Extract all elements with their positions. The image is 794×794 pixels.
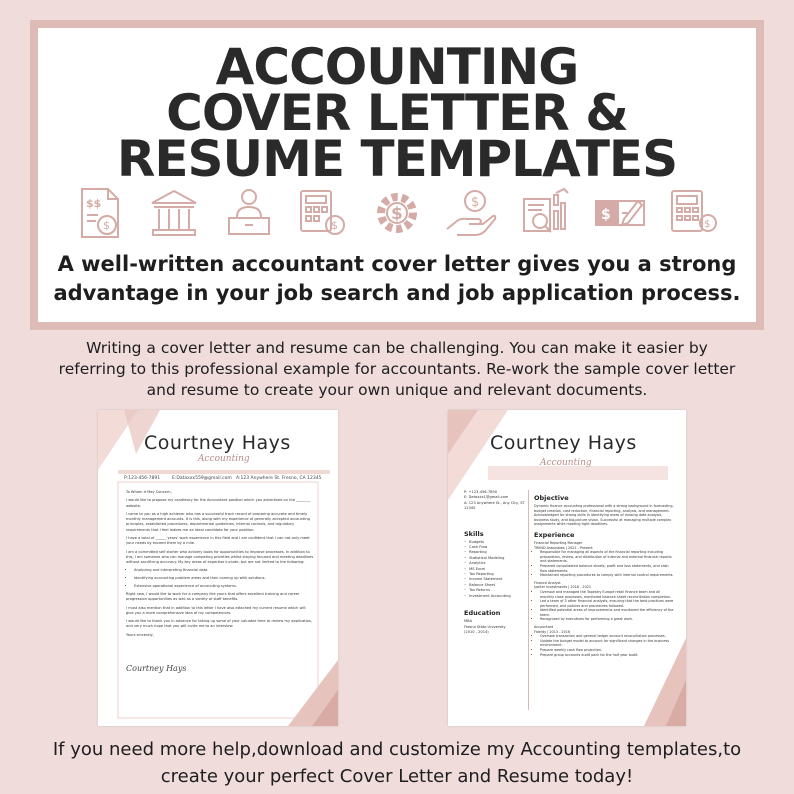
svg-text:$: $ [330, 219, 338, 232]
skill-item: • Reporting [464, 550, 526, 555]
resume-left-column [464, 490, 526, 635]
cta-line: If you need more help,download and customize my Accounting templates,to [52, 739, 742, 760]
job-bullet: • Prepare weekly cash flow projection. [540, 648, 674, 653]
svg-text:$$: $$ [86, 197, 102, 210]
job-title: Finance Analyst [534, 580, 561, 585]
job-bullet: • Oversaw transaction and general ledger account reconciliation processes. [540, 634, 674, 639]
skills-heading: Skills [464, 529, 484, 538]
job-company: Fidelity | 2013 - 2016 [534, 629, 571, 634]
job-bullet: • Recognized by executives for performing a great work. [540, 617, 674, 622]
svg-text:$: $ [391, 204, 403, 224]
letter-bullet: • Analyzing and interpreting financial data. [134, 568, 314, 573]
job-bullet: • Identified potential areas of improvements and monitored the efficiency of the team. [540, 608, 674, 617]
letter-bullets [134, 568, 314, 589]
experience-heading: Experience [534, 530, 575, 539]
education-years: (2010 - 2014) [464, 629, 489, 634]
skill-item: • Income Statement [464, 577, 526, 582]
job-bullet: • Prepared consolidated balance sheets, profit and loss statements, and cash flow statements. [540, 564, 674, 573]
letter-paragraph: I would like to thank you in advance for taking up some of your valuable time to review my application, and very much hope that you will invite me to an interview. [126, 619, 313, 629]
intro-text [20, 338, 774, 401]
job-bullet: • Maintained reporting procedures to comply with internal control requirements. [540, 573, 674, 578]
cashier-icon [223, 185, 275, 241]
svg-text:$: $ [103, 219, 110, 232]
job-title: Financial Reporting Manager [534, 540, 583, 545]
letter-bullet: • Identifying accounting problem areas and then coming up with solutions. [134, 576, 314, 581]
hero-banner [30, 20, 764, 330]
call-to-action [0, 736, 794, 790]
skill-item: • Balance Sheet [464, 583, 526, 588]
letter-body [126, 490, 314, 641]
invoice-dollar-icon [74, 185, 126, 241]
education-heading: Education [464, 609, 501, 618]
job-bullets [540, 590, 674, 622]
svg-text:$: $ [704, 219, 711, 230]
objective-heading: Objective [534, 494, 569, 502]
page-title [38, 38, 756, 188]
svg-text:$: $ [471, 195, 480, 210]
letter-paragraph: I come to you as a high achiever who has a successful track record of preparing accurate and timely monthly management accounts. It is this, along with my experience of generally accepted accounting principles, established procedures, departmental guidelines, internal controls, and regulatory requirements that I feel makes me an ideal candidate for your position. [126, 511, 310, 532]
gear-dollar-icon [371, 185, 423, 241]
intro-line: Writing a cover letter and resume can be challenging. You can make it easier by [86, 339, 708, 357]
letter-paragraph: I have a total of ______ years' work experience in this field and I am confident that I can not only meet your needs by exceed them by a mile. [126, 535, 310, 546]
contact-phone: P:123-456-7891 [124, 476, 161, 481]
contact-address: A: 123 Anywhere St., Any City, ST 12345 [464, 500, 525, 511]
applicant-name: Courtney Hays [490, 432, 637, 454]
letter-paragraph: I must also mention that in addition to this letter I have also attached my current resume which will give you a more comprehensive idea of my competencies. [126, 605, 306, 615]
job-company: Jupiter Investments | 2016 - 2021 [534, 585, 592, 590]
job-bullets [540, 550, 674, 578]
job-bullet: • Oversaw and managed the Tapestry Europe retail finance team and all monthly close processes, monitored balance sheet reconciliation completion. [540, 590, 674, 599]
resume-right-column [534, 490, 674, 657]
chart-analysis-icon [520, 185, 572, 241]
signature: Courtney Hays [126, 664, 187, 673]
intro-line: and resume to create your own unique and relevant documents. [146, 381, 648, 399]
hero-subtitle [38, 250, 756, 308]
subtitle-line: advantage in your job search and job application process. [53, 281, 741, 305]
skill-item: • MS Excel [464, 567, 526, 572]
skill-item: • Analytics [464, 561, 526, 566]
skill-item: • Cash Flow [464, 545, 526, 550]
check-signing-icon [594, 185, 646, 241]
applicant-name: Courtney Hays [144, 432, 291, 454]
job-company: TRIIND Associates | 2021 - Present [534, 545, 593, 550]
title-line: ACCOUNTING [215, 38, 579, 96]
letter-paragraph: Right now, I would like to work for a company like yours that offers excellent training and career progression opportunities as well as a variety of staff benefits. [126, 591, 300, 602]
contact-email: E: Dataxxx1@gmail.com [464, 495, 509, 500]
job-bullets [540, 634, 674, 657]
skill-item: • Budgets [464, 540, 526, 545]
subtitle-line: A well-written accountant cover letter gives you a strong [57, 252, 737, 276]
education-school: Fresno State University [464, 624, 506, 629]
skills-list [464, 540, 526, 599]
letter-greeting: To Whom it May Concern, [126, 490, 172, 494]
job-bullet: • Update the budget model to account for significant changes in the business environment. [540, 639, 674, 648]
calculator-icon [668, 185, 720, 241]
accounting-icon-row [74, 184, 720, 242]
hero-card [38, 28, 756, 322]
job-title: Accountant [534, 625, 554, 630]
skill-item: • Tax Returns [464, 588, 526, 593]
title-line: COVER LETTER & [166, 84, 628, 142]
calculator-document-icon [297, 185, 349, 241]
job-bullet: • Responsible for managing all aspects of the financial reporting including preparation, review, and distribution of internal and external financial reports and statements. [540, 550, 674, 564]
contact-email: E:Dataxxx559@gmail.com [172, 476, 232, 481]
resume-preview [448, 410, 686, 726]
cta-line: create your perfect Cover Letter and Resume today! [160, 766, 634, 787]
skill-item: • Tax Reporting [464, 572, 526, 577]
letter-paragraph: I would like to propose my candidacy for the Accountant position which you advertised on the ________ website. [126, 498, 311, 508]
contact-phone: P: +123-456-7890 [464, 490, 497, 494]
hand-coin-icon [445, 185, 497, 241]
skill-item: • Statistical Modeling [464, 556, 526, 561]
contact-address: A:123 Anywhere St. Fresno, CA 12345 [236, 476, 322, 481]
title-line: RESUME TEMPLATES [116, 130, 678, 188]
cover-letter-preview [98, 410, 338, 726]
skill-item: • Investment Accounting [464, 594, 526, 599]
applicant-role: Accounting [540, 458, 592, 468]
job-bullet: • Prepare group accounts audit pack for the half year audit. [540, 653, 674, 658]
applicant-role: Accounting [198, 454, 250, 464]
svg-text:$: $ [600, 207, 611, 223]
objective-text: Dynamic finance accounting professional with a strong background in forecasting, budget creation, cost reduction, financial reporting, analysis, and management. Acknowledged for strong skills in identifying areas of missing data analysis, business study, and big-picture vision. Successful at managing multiple complex assignments while meeting tight deadlines. [534, 504, 674, 527]
letter-paragraph: I am a committed self starter who actively looks for opportunities to improve processes. In addition to this, I am someone who can manage competing priorities whilst staying focused and meeting deadlines without sacrificing accuracy. My key areas of expertise include, but are not limited to the following: [126, 549, 314, 564]
column-divider [528, 490, 529, 710]
education-degree: MBA [464, 619, 473, 624]
job-bullet: • Led a team of 3 other financial analysts, ensuring that the best practices were performed, and policies and procedures followed. [540, 599, 674, 608]
letter-bullet: • Extensive operational experience of accounting systems. [134, 584, 314, 589]
letter-signoff: Yours sincerely, [126, 632, 154, 637]
bank-icon [148, 185, 200, 241]
intro-line: referring to this professional example for accountants. Re-work the sample cover letter [58, 360, 736, 378]
